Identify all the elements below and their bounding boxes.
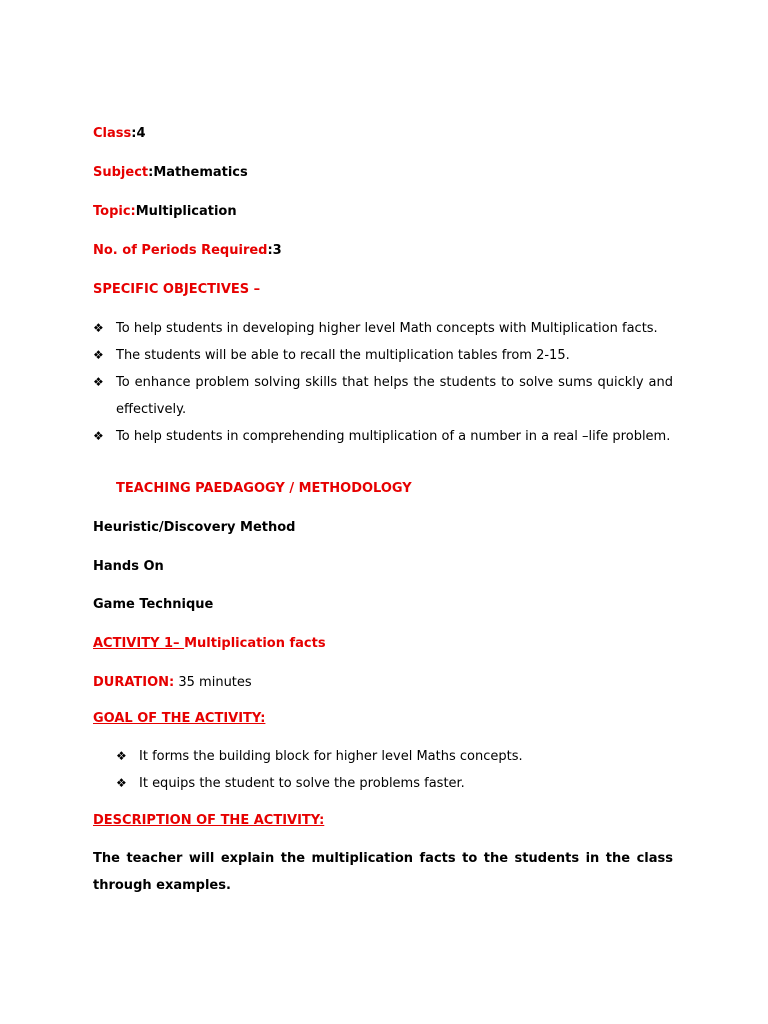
pedagogy-heading: TEACHING PAEDAGOGY / METHODOLOGY [116, 481, 412, 496]
list-item [93, 342, 673, 369]
objective-text: The students will be able to recall the multiplication tables from 2-15. [116, 348, 570, 363]
objective-text: To help students in comprehending multiplication of a number in a real –life problem. [116, 429, 671, 444]
activity-label: ACTIVITY 1– [93, 636, 185, 651]
method-heuristic: Heuristic/Discovery Method [93, 520, 296, 535]
diamond-bullet-icon: ❖ [93, 429, 104, 443]
duration-value: 35 minutes [174, 675, 252, 690]
class-value: :4 [131, 126, 146, 141]
list-item [116, 743, 676, 770]
topic-line [93, 202, 237, 222]
subject-label: Subject [93, 165, 149, 180]
diamond-bullet-icon: ❖ [93, 375, 104, 389]
periods-label: No. of Periods Required [93, 243, 268, 258]
class-line [93, 124, 146, 144]
periods-value: :3 [267, 243, 282, 258]
goal-text: It equips the student to solve the problems faster. [139, 776, 465, 791]
goal-heading: GOAL OF THE ACTIVITY: [93, 711, 266, 726]
list-item [116, 770, 676, 797]
diamond-bullet-icon: ❖ [116, 776, 127, 790]
method-hands-on: Hands On [93, 559, 164, 574]
description-text: The teacher will explain the multiplication facts to the students in the class through examples. [93, 851, 673, 893]
duration-label: DURATION: [93, 675, 175, 690]
objective-text: To enhance problem solving skills that helps the students to solve sums quickly and effectively. [116, 375, 673, 417]
class-label: Class [93, 126, 132, 141]
activity-title-line [93, 634, 326, 654]
topic-value: Multiplication [135, 204, 237, 219]
goal-text: It forms the building block for higher level Maths concepts. [139, 749, 523, 764]
goals-list [116, 743, 676, 797]
list-item [93, 315, 673, 342]
method-game: Game Technique [93, 597, 214, 612]
objective-text: To help students in developing higher level Math concepts with Multiplication facts. [116, 321, 658, 336]
list-item [93, 369, 673, 423]
list-item [93, 423, 673, 450]
objectives-list [93, 315, 673, 450]
diamond-bullet-icon: ❖ [116, 749, 127, 763]
diamond-bullet-icon: ❖ [93, 348, 104, 362]
description-heading: DESCRIPTION OF THE ACTIVITY: [93, 813, 325, 828]
objectives-heading: SPECIFIC OBJECTIVES – [93, 282, 261, 297]
periods-line [93, 241, 282, 261]
subject-line [93, 163, 248, 183]
subject-value: :Mathematics [148, 165, 248, 180]
activity-title: Multiplication facts [184, 636, 326, 651]
diamond-bullet-icon: ❖ [93, 321, 104, 335]
topic-label: Topic: [93, 204, 136, 219]
duration-line [93, 673, 252, 693]
